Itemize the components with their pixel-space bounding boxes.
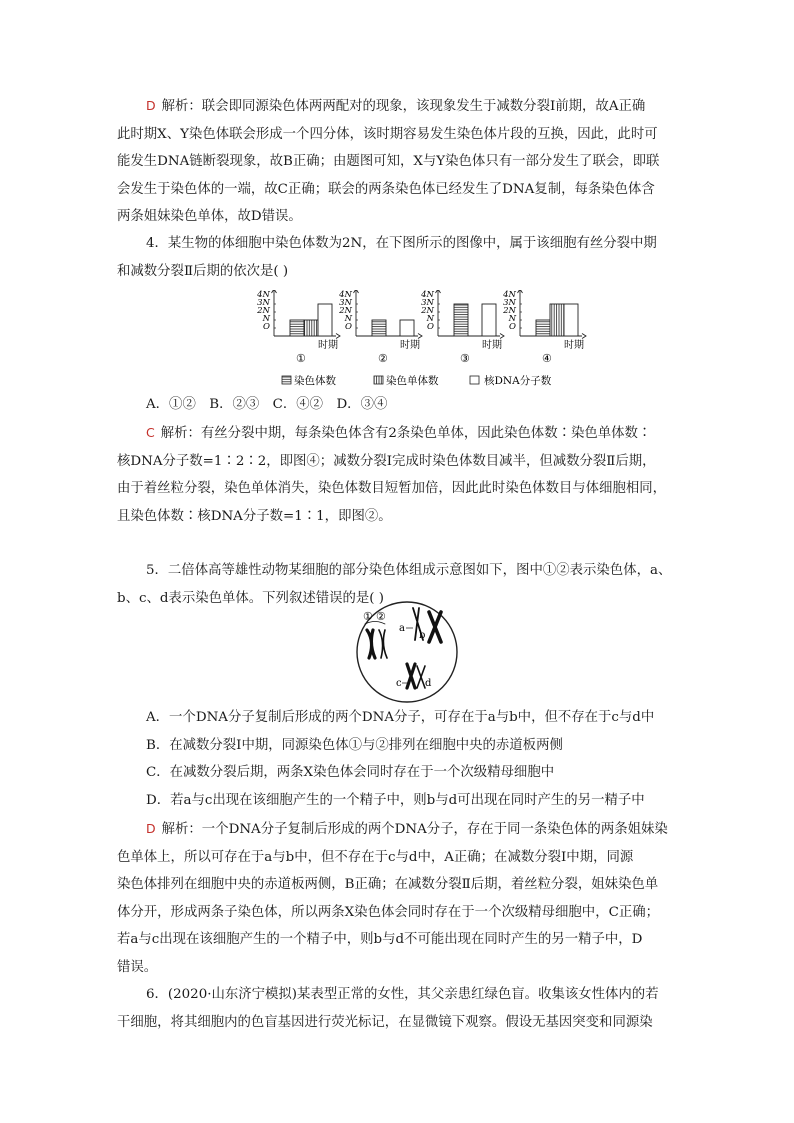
y-tick-label: O bbox=[345, 322, 352, 332]
q4-analysis bbox=[117, 419, 686, 530]
x-axis-label: 时期 bbox=[400, 340, 420, 351]
x-axis-arrow bbox=[418, 334, 422, 339]
option-d: D．若a与c出现在该细胞产生的一个精子中，则b与d可出现在同时产生的另一精子中 bbox=[146, 792, 645, 808]
panel-label: ③ bbox=[460, 352, 470, 365]
chart-legend bbox=[282, 374, 552, 387]
y-tick-label: 2N bbox=[421, 306, 434, 316]
y-tick-label: 4N bbox=[421, 290, 434, 300]
analysis-line-4: 体分开，形成两条子染色体，所以两条X染色体会同时存在于一个次级精母细胞中，C正确； bbox=[117, 904, 660, 920]
analysis-line-4: 且染色体数∶核DNA分子数=1∶1，即图②。 bbox=[117, 508, 392, 524]
label-a: a bbox=[399, 623, 405, 634]
label-chromosome-1: ① bbox=[363, 610, 373, 623]
analysis-line-1: D 解析：一个DNA分子复制后形成的两个DNA分子，存在于同一条染色体的两条姐妹染 bbox=[146, 821, 668, 837]
chromosome-1-2-pair bbox=[365, 622, 387, 659]
legend-swatch-chromosome bbox=[282, 376, 291, 384]
panel-label: ① bbox=[296, 352, 306, 365]
y-tick-label: 2N bbox=[257, 306, 270, 316]
y-tick-label: 3N bbox=[257, 298, 270, 308]
bar-2 bbox=[304, 320, 318, 336]
label-c: c bbox=[396, 678, 402, 689]
x-axis-arrow bbox=[500, 334, 504, 339]
analysis-line-6: 错误。 bbox=[117, 959, 158, 975]
options-line: A．①② B．②③ C．④② D．③④ bbox=[146, 397, 388, 412]
bar-3 bbox=[482, 304, 496, 336]
answer-key: C bbox=[146, 425, 155, 440]
answer-key: D bbox=[146, 821, 156, 836]
bar-1 bbox=[536, 320, 550, 336]
analysis-line-5: 若a与c出现在该细胞产生的一个精子中，则b与d不可能出现在同时产生的另一精子中，D bbox=[117, 932, 643, 948]
y-tick-label: 3N bbox=[503, 298, 516, 308]
y-tick-label: O bbox=[509, 322, 516, 332]
chart-panel-2 bbox=[338, 290, 422, 365]
legend-swatch-chromatid bbox=[374, 376, 383, 384]
y-tick-label: 2N bbox=[503, 306, 516, 316]
answer-key: D bbox=[146, 98, 156, 113]
y-tick-label: N bbox=[262, 314, 270, 324]
question-line: 4．某生物的体细胞中染色体数为2N，在下图所示的图像中，属于该细胞有丝分裂中期 bbox=[146, 236, 657, 251]
x-axis-label: 时期 bbox=[564, 340, 584, 351]
y-tick-label: 2N bbox=[339, 306, 352, 316]
analysis-line-2: 色单体上，所以可存在于a与b中，但不存在于c与d中，A正确；在减数分裂Ⅰ中期，同源 bbox=[117, 849, 634, 865]
analysis-line-1: C 解析：有丝分裂中期，每条染色体含有2条染色单体，因此染色体数∶染色单体数∶ bbox=[146, 425, 652, 441]
x-axis-label: 时期 bbox=[318, 340, 338, 351]
analysis-line-4: 会发生于染色体的一端，故C正确；联会的两条染色体已经发生了DNA复制，每条染色体含 bbox=[117, 181, 655, 197]
analysis-line-2: 此时期X、Y染色体联会形成一个四分体，该时期容易发生染色体片段的互换，因此，此时可 bbox=[117, 126, 658, 142]
q3-analysis bbox=[117, 92, 686, 231]
chart-panel-1 bbox=[256, 290, 340, 365]
analysis-line-2: 核DNA分子数=1∶2∶2，即图④；减数分裂Ⅰ完成时染色体数目减半，但减数分裂Ⅱ后期， bbox=[117, 453, 656, 469]
analysis-line-5: 两条姐妹染色单体，故D错误。 bbox=[117, 209, 302, 225]
q4-stem bbox=[117, 230, 686, 285]
question-line: b、c、d表示染色单体。下列叙述错误的是( ) bbox=[117, 590, 384, 606]
y-tick-label: N bbox=[344, 314, 352, 324]
legend-label-dna: 核DNA分子数 bbox=[484, 375, 552, 387]
y-tick-label: 4N bbox=[257, 290, 270, 300]
analysis-line-1: D 解析：联会即同源染色体两两配对的现象，该现象发生于减数分裂Ⅰ前期，故A正确 bbox=[146, 98, 646, 114]
x-axis-arrow bbox=[582, 334, 586, 339]
bar-3 bbox=[400, 320, 414, 336]
q4-options bbox=[146, 391, 686, 419]
panel-label: ④ bbox=[542, 352, 552, 365]
bar-3 bbox=[318, 304, 332, 336]
y-tick-label: N bbox=[508, 314, 516, 324]
chart-panel-4 bbox=[502, 290, 586, 365]
q5-analysis bbox=[117, 815, 686, 982]
question-line: 和减数分裂Ⅱ后期的依次是( ) bbox=[117, 263, 289, 279]
y-tick-label: N bbox=[426, 314, 434, 324]
chart-panel-3 bbox=[420, 290, 504, 365]
bar-3 bbox=[564, 304, 578, 336]
q6-stem bbox=[117, 981, 686, 1036]
legend-label-chromosome: 染色体数 bbox=[294, 375, 336, 387]
option-c: C．在减数分裂后期，两条X染色体会同时存在于一个次级精母细胞中 bbox=[146, 765, 555, 781]
y-tick-label: O bbox=[263, 322, 270, 332]
x-axis-arrow bbox=[336, 334, 340, 339]
y-tick-label: 3N bbox=[421, 298, 434, 308]
question-line: 6．(2020·山东济宁模拟)某表型正常的女性，其父亲患红绿色盲。收集该女性体内的若 bbox=[146, 987, 659, 1002]
legend-label-chromatid: 染色单体数 bbox=[386, 375, 439, 387]
label-chromosome-2: ② bbox=[376, 610, 386, 623]
label-b: b bbox=[419, 630, 426, 641]
label-d: d bbox=[425, 678, 432, 689]
question-line: 5．二倍体高等雄性动物某细胞的部分染色体组成示意图如下，图中①②表示染色体，a、 bbox=[146, 563, 672, 578]
question-line: 干细胞，将其细胞内的色盲基因进行荧光标记，在显微镜下观察。假设无基因突变和同源染 bbox=[117, 1014, 653, 1030]
bar-1 bbox=[290, 320, 304, 336]
bar-1 bbox=[454, 304, 468, 336]
option-a: A．一个DNA分子复制后形成的两个DNA分子，可存在于a与b中，但不存在于c与d中 bbox=[146, 710, 655, 725]
chromosome-ab-pair bbox=[413, 608, 441, 642]
analysis-line-3: 由于着丝粒分裂，染色单体消失，染色体数目短暂加倍，因此此时染色体数目与体细胞相同， bbox=[117, 481, 667, 497]
x-axis-label: 时期 bbox=[482, 340, 502, 351]
y-tick-label: 3N bbox=[339, 298, 352, 308]
option-b: B．在减数分裂Ⅰ中期，同源染色体①与②排列在细胞中央的赤道板两侧 bbox=[146, 737, 563, 753]
bar-2 bbox=[550, 304, 564, 336]
q5-cell-diagram bbox=[355, 600, 459, 704]
y-tick-label: 4N bbox=[339, 290, 352, 300]
q5-options bbox=[146, 704, 686, 814]
bar-1 bbox=[372, 320, 386, 336]
panel-label: ② bbox=[378, 352, 388, 365]
analysis-line-3: 能发生DNA链断裂现象，故B正确；由题图可知，X与Y染色体只有一部分发生了联会，即联 bbox=[117, 154, 660, 170]
analysis-line-3: 染色体排列在细胞中央的赤道板两侧，B正确；在减数分裂Ⅱ后期，着丝粒分裂，姐妹染色单 bbox=[117, 877, 659, 893]
y-tick-label: O bbox=[427, 322, 434, 332]
legend-swatch-dna bbox=[470, 376, 479, 384]
y-tick-label: 4N bbox=[503, 290, 516, 300]
chromosome-cd-pair bbox=[407, 664, 425, 688]
